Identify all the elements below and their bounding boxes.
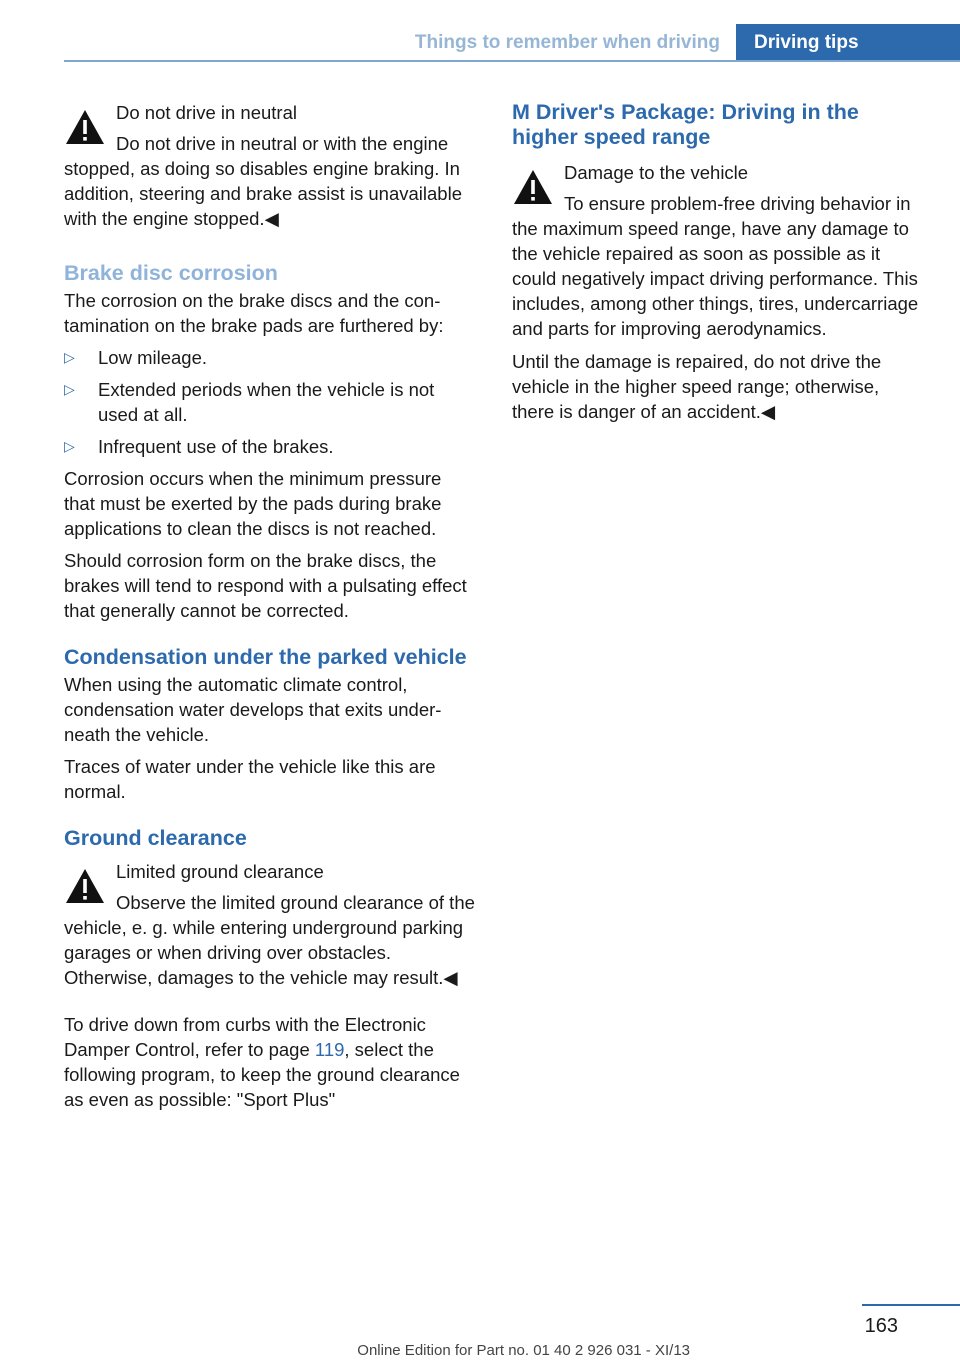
warning-triangle-icon: [512, 168, 554, 206]
list-item: [64, 345, 476, 370]
paragraph: Traces of water under the vehicle like this are normal.: [64, 756, 436, 802]
edition-note: Online Edition for Part no. 01 40 2 926 031 - XI/13: [357, 1342, 690, 1359]
heading-condensation: Condensation under the parked vehicle: [64, 645, 467, 669]
paragraph: When using the automatic climate control, condensation water develops that exits underneath the vehicle.: [64, 674, 442, 745]
page-number: 163: [864, 1315, 898, 1337]
triangle-bullet-icon: ▷: [64, 381, 75, 397]
warning-title: Limited ground clearance: [116, 861, 324, 882]
paragraph: Until the damage is repaired, do not drive the vehicle in the higher speed range; otherwise, there is danger of an accident.◀: [512, 351, 882, 422]
list-item-text: Infrequent use of the brakes.: [98, 436, 334, 457]
list-item: [64, 377, 476, 427]
header-section-title: Things to remember when driving: [414, 32, 720, 53]
heading-brake-disc-corrosion: Brake disc corrosion: [64, 261, 278, 285]
paragraph-text: , select the following program, to keep the ground clearance as even as possible: "Sport Plus": [64, 1039, 460, 1110]
list-item: [64, 434, 476, 459]
footer-rule: [862, 1304, 960, 1306]
warning-neutral: [64, 100, 476, 231]
triangle-bullet-icon: ▷: [64, 349, 75, 365]
warning-ground-clearance: [64, 859, 476, 990]
warning-vehicle-damage: [512, 160, 926, 341]
warning-title: Do not drive in neutral: [116, 102, 297, 123]
left-column: [64, 100, 476, 1119]
heading-m-drivers-package: M Driver's Package: Driving in the higher speed range: [512, 100, 859, 149]
paragraph: [64, 1012, 476, 1112]
list-item-text: Extended periods when the vehicle is not used at all.: [98, 379, 435, 425]
paragraph-text: To drive down from curbs with the Electronic Damper Control, refer to page: [64, 1014, 426, 1060]
warning-body: Observe the limited ground clearance of the vehicle, e. g. while entering underground parking garages or when driving over obstacles. Otherwise, damages to the vehicle may result.◀: [64, 892, 475, 988]
header-rule: [64, 60, 960, 62]
heading-ground-clearance: Ground clearance: [64, 826, 247, 850]
paragraph: The corrosion on the brake discs and the contamination on the brake pads are furthered by:: [64, 290, 444, 336]
right-column: [512, 100, 926, 431]
triangle-bullet-icon: ▷: [64, 438, 75, 454]
warning-title: Damage to the vehicle: [564, 162, 749, 183]
bullet-list: [64, 345, 476, 459]
page-reference-link[interactable]: 119: [314, 1039, 345, 1060]
list-item-text: Low mileage.: [98, 347, 208, 368]
warning-triangle-icon: [64, 108, 106, 146]
warning-body: Do not drive in neutral or with the engine stopped, as doing so disables engine braking. In addition, steering and brake assist is unavailable with the engine stopped.◀: [64, 133, 462, 229]
warning-triangle-icon: [64, 867, 106, 905]
paragraph: Corrosion occurs when the minimum pressure that must be exerted by the pads during brake applications to clean the discs is not reached.: [64, 468, 442, 539]
warning-body: To ensure problem-free driving behavior in the maximum speed range, have any damage to the vehicle repaired as soon as possible as it could negatively impact driving performance. This includes, among other things, tires, undercarriage and parts for improving aerodynamics.: [512, 193, 919, 339]
paragraph: Should corrosion form on the brake discs, the brakes will tend to respond with a pulsating effect that generally cannot be corrected.: [64, 550, 467, 621]
header-chapter-tab[interactable]: Driving tips: [736, 24, 960, 62]
page-header: [64, 24, 960, 62]
